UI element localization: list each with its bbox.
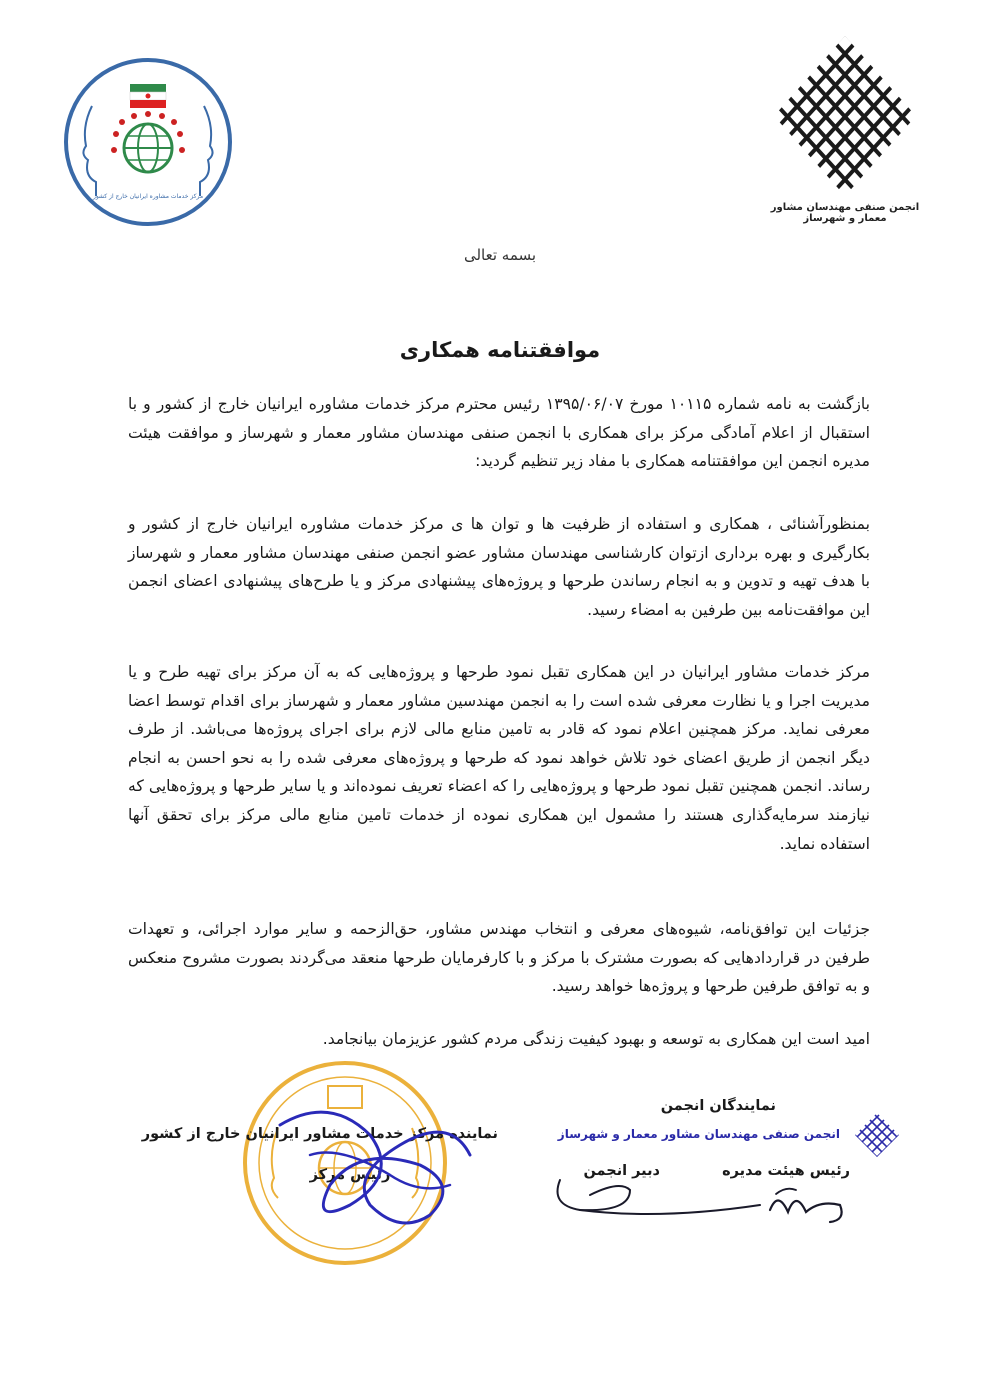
- association-signatures: [540, 1150, 860, 1240]
- center-logo-text: مرکز خدمات مشاوره ایرانیان خارج از کشور: [92, 193, 204, 200]
- paragraph-details: جزئیات این توافق‌نامه، شیوه‌های معرفی و انتخاب مهندس مشاور، حق‌الزحمه و سایر موارد اجرائی، و تعهدات طرفین در قراردادهایی که بصورت مشترک با مرکز و با کارفرمایان طرحها منعقد می‌گردند بصورت مشروح منعکس و به توافق طرفین طرحها و پروژه‌ها خواهد رسید.: [128, 920, 870, 996]
- center-head-label: رئیس مرکز: [309, 1167, 391, 1183]
- center-logo: [62, 56, 234, 228]
- basmala: بسمه تعالی: [463, 246, 537, 264]
- paragraph-purpose: بمنظورآشنائی ، همکاری و استفاده از ظرفیت ها و توان ها ی مرکز خدمات مشاوره ایرانیان خارج از کشور و بکارگیری و بهره برداری ازتوان کارشناسی مهندسان مشاور عضو انجمن صنفی مهندسان مشاور معمار و شهرساز با هدف تهیه و تدوین و به انجام رساندن طرحها و پروژه‌های پیشنهادی مرکز و یا طرح‌های پیشنهادی اعضای انجمن این موافقت‌نامه بین طرفین به امضاء رسید.: [128, 515, 870, 619]
- center-head-signature: [250, 1085, 480, 1235]
- paragraph-intro: بازگشت به نامه شماره ۱۰۱۱۵ مورخ ۱۳۹۵/۰۶/۰۷ رئیس محترم مرکز خدمات مشاوره ایرانیان خارج از کشور و با استقبال از اعلام آمادگی مرکز برای همکاری با انجمن صنفی مهندسان مشاور معمار و شهرساز و موافقت هیئت مدیره انجمن این موافقتنامه همکاری با مفاد زیر تنظیم گردید:: [128, 395, 871, 471]
- secretary-label: دبیر انجمن: [583, 1163, 660, 1179]
- association-logo: [770, 32, 920, 200]
- association-reps-title: نمایندگان انجمن: [660, 1098, 776, 1114]
- board-chair-label: رئیس هیئت مدیره: [722, 1163, 850, 1179]
- document-title: موافقتنامه همکاری: [399, 338, 601, 362]
- association-small-logo: [854, 1112, 900, 1158]
- closing-line: امید است این همکاری به توسعه و بهبود کیفیت زندگی مردم کشور عزیزمان بیانجامد.: [322, 1030, 870, 1048]
- paragraph-obligations: مرکز خدمات مشاور ایرانیان در این همکاری تقبل نمود طرحها و پروژه‌هایی که به آن مرکز برای تهیه طرح و یا مدیریت اجرا و یا نظارت معرفی شده است را به انجمن مهندسین مشاور معمار و شهرساز برای اقدام توسط اعضا معرفی نماید. مرکز همچنین اعلام نمود که قادر به تامین منابع مالی لازم برای اجرای پروژه‌ها می‌باشد. از طرف دیگر انجمن از طریق اعضای خود تلاش خواهد نمود که طرحها و پروژه‌های معرفی شده را به نحو احسن به انجام رساند. انجمن همچنین تقبل نمود طرحها و پروژه‌هایی را که اعضاء تعریف نموده‌اند و یا سایر طرحها و پروژه‌هایی که نیازمند سرمایه‌گذاری هستند را مشمول این همکاری نموده از خدمات تامین منابع مالی مرکز برای تحقق آنها استفاده نماید.: [128, 663, 870, 853]
- center-rep-title: نماینده مرکز خدمات مشاور ایرانیان خارج از کشور: [141, 1126, 498, 1142]
- association-stamp-text: انجمن صنفی مهندسان مشاور معمار و شهرساز: [557, 1127, 840, 1141]
- association-logo-caption: انجمن صنفی مهندسان مشاور معمار و شهرساز: [770, 202, 920, 224]
